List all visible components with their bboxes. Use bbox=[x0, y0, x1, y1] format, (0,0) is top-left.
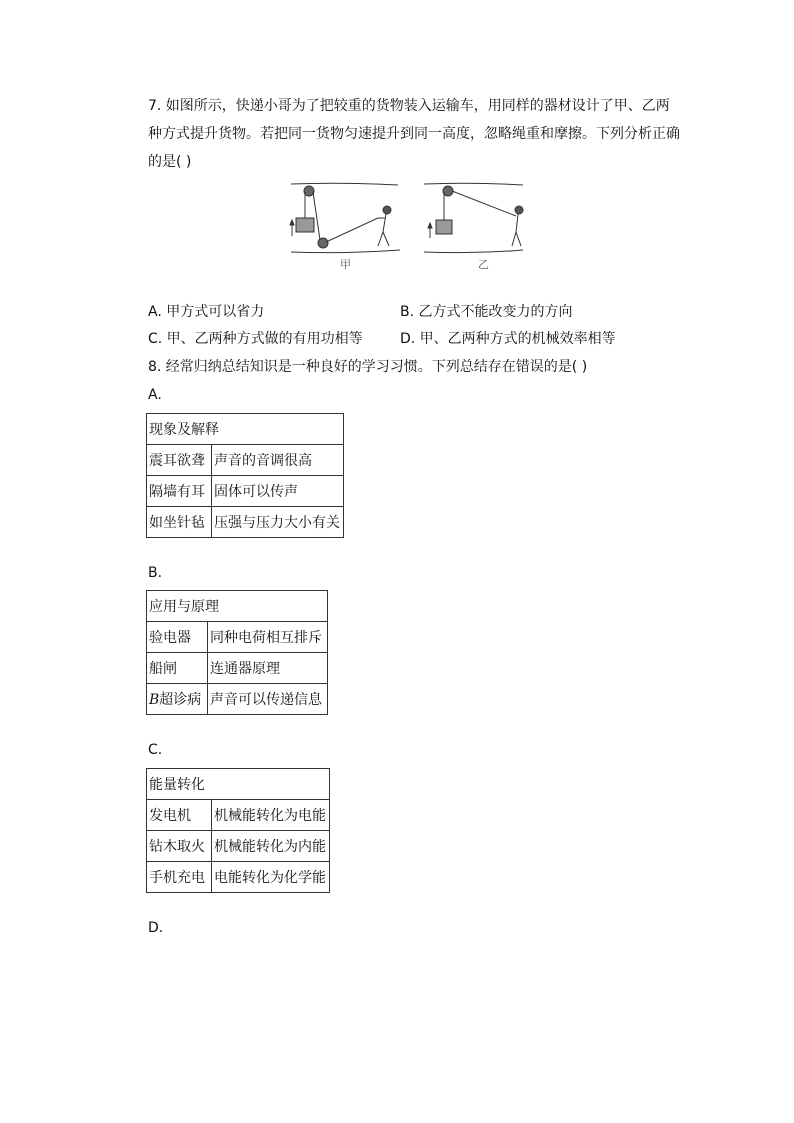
table-c-r1-c2: 机械能转化为电能 bbox=[212, 800, 330, 831]
table-a-header: 现象及解释 bbox=[147, 414, 344, 445]
label-jia: 甲 bbox=[340, 258, 351, 271]
q8-option-b-letter: B. bbox=[148, 565, 163, 581]
figure-jia bbox=[290, 183, 400, 252]
table-b-r1-c2: 同种电荷相互排斥 bbox=[208, 622, 328, 653]
q7-option-c: C. 甲、乙两种方式做的有用功相等 bbox=[148, 331, 363, 347]
table-a-r1-c1: 震耳欲聋 bbox=[147, 445, 212, 476]
b-ultrasound-label: 超诊病 bbox=[159, 692, 202, 708]
yi-floor bbox=[424, 250, 523, 253]
table-row bbox=[147, 476, 344, 507]
q8-option-c-letter: C. bbox=[148, 742, 163, 758]
table-a-r2-c2: 固体可以传声 bbox=[212, 476, 344, 507]
q7-stem-line3: 的是( ) bbox=[148, 154, 192, 170]
table-a-r3-c2: 压强与压力大小有关 bbox=[212, 507, 344, 538]
pulley-figure bbox=[288, 180, 528, 272]
table-b-r2-c2: 连通器原理 bbox=[208, 653, 328, 684]
q8-table-a bbox=[146, 413, 344, 538]
table-c-r3-c1: 手机充电 bbox=[147, 862, 212, 893]
q7-stem-line1: 7. 如图所示，快递小哥为了把较重的货物装入运输车，用同样的器材设计了甲、乙两 bbox=[148, 98, 670, 114]
q7-stem-line2: 种方式提升货物。若把同一货物匀速提升到同一高度，忽略绳重和摩擦。下列分析正确 bbox=[148, 126, 680, 142]
yi-cargo-box bbox=[436, 220, 452, 234]
q7-option-d: D. 甲、乙两种方式的机械效率相等 bbox=[400, 331, 616, 347]
table-row bbox=[147, 622, 328, 653]
table-row bbox=[147, 862, 330, 893]
b-letter-italic: B bbox=[149, 692, 160, 708]
q8-table-b bbox=[146, 590, 328, 715]
q8-option-d-letter: D. bbox=[148, 920, 164, 936]
table-b-header: 应用与原理 bbox=[147, 591, 328, 622]
table-c-r2-c1: 钻木取火 bbox=[147, 831, 212, 862]
table-a-r1-c2: 声音的音调很高 bbox=[212, 445, 344, 476]
table-row bbox=[147, 445, 344, 476]
yi-person-head bbox=[515, 206, 523, 214]
table-c-r3-c2: 电能转化为化学能 bbox=[212, 862, 330, 893]
q8-option-a-letter: A. bbox=[148, 387, 162, 403]
table-c-r1-c1: 发电机 bbox=[147, 800, 212, 831]
jia-person-head bbox=[383, 206, 391, 214]
table-b-r3-c1 bbox=[147, 684, 208, 715]
table-row bbox=[147, 507, 344, 538]
table-row bbox=[147, 684, 328, 715]
q8-stem: 8. 经常归纳总结知识是一种良好的学习习惯。下列总结存在错误的是( ) bbox=[148, 359, 588, 375]
label-yi: 乙 bbox=[478, 258, 489, 271]
q8-table-c bbox=[146, 768, 330, 893]
table-c-header: 能量转化 bbox=[147, 769, 330, 800]
table-row bbox=[147, 653, 328, 684]
jia-ceiling bbox=[291, 183, 398, 185]
table-row bbox=[147, 800, 330, 831]
table-b-r3-c2: 声音可以传递信息 bbox=[208, 684, 328, 715]
jia-cargo-box bbox=[296, 218, 314, 232]
table-a-r3-c1: 如坐针毡 bbox=[147, 507, 212, 538]
yi-ceiling bbox=[424, 183, 523, 185]
table-c-r2-c2: 机械能转化为内能 bbox=[212, 831, 330, 862]
figure-yi bbox=[424, 183, 523, 252]
table-b-r2-c1: 船闸 bbox=[147, 653, 208, 684]
q7-option-a: A. 甲方式可以省力 bbox=[148, 304, 265, 320]
q7-option-b: B. 乙方式不能改变力的方向 bbox=[400, 304, 573, 320]
table-row bbox=[147, 831, 330, 862]
jia-floor bbox=[291, 250, 400, 253]
table-b-r1-c1: 验电器 bbox=[147, 622, 208, 653]
table-a-r2-c1: 隔墙有耳 bbox=[147, 476, 212, 507]
